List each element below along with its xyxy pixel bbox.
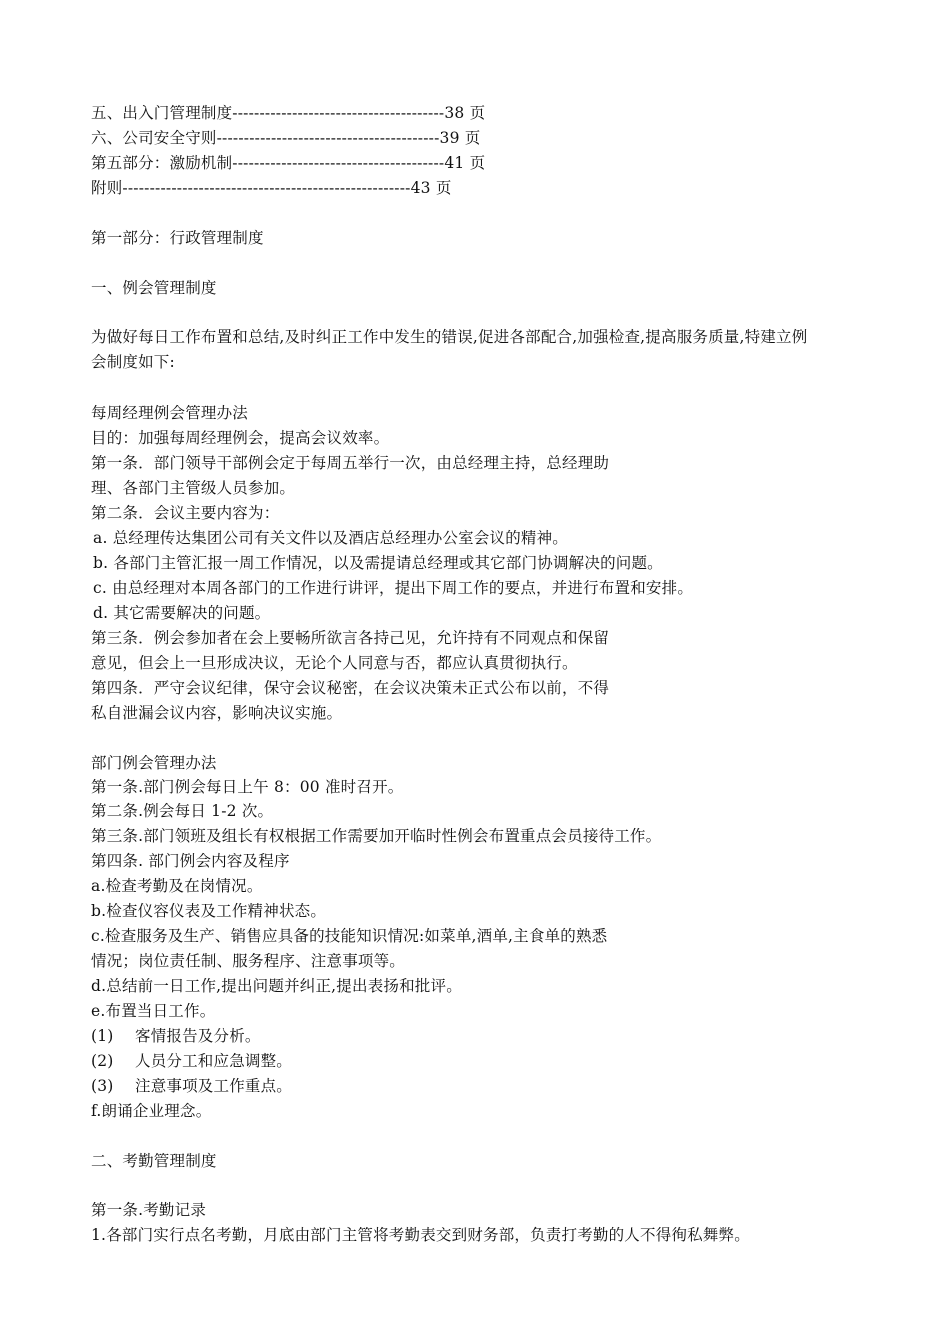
- body-line: 情况；岗位责任制、服务程序、注意事项等。: [91, 952, 406, 970]
- body-line: 第三条.部门领班及组长有权根据工作需要加开临时性例会布置重点会员接待工作。: [91, 827, 662, 845]
- numbered-item: [91, 1076, 292, 1096]
- intro-paragraph-line: 会制度如下:: [91, 353, 175, 371]
- numbered-item: [91, 1051, 292, 1071]
- part-title: 第一部分：行政管理制度: [91, 229, 264, 247]
- item-number: (1): [91, 1027, 114, 1045]
- toc-line: 五、出入门管理制度---------------------------------------38 页: [91, 104, 486, 122]
- list-item: b. 各部门主管汇报一周工作情况，以及需提请总经理或其它部门协调解决的问题。: [93, 554, 663, 572]
- list-item: f.朗诵企业理念。: [91, 1102, 212, 1120]
- intro-paragraph-line: 为做好每日工作布置和总结,及时纠正工作中发生的错误,促进各部配合,加强检查,提高服务质量,特建立例: [91, 328, 808, 346]
- list-item: a.检查考勤及在岗情况。: [91, 877, 263, 895]
- item-text: 人员分工和应急调整。: [135, 1052, 293, 1070]
- body-line: 第四条. 部门例会内容及程序: [91, 852, 290, 870]
- list-item: d.总结前一日工作,提出问题并纠正,提出表扬和批评。: [91, 977, 462, 995]
- subsection-title: 第一条.考勤记录: [91, 1201, 207, 1219]
- toc-line: 第五部分：激励机制---------------------------------------41 页: [91, 154, 486, 172]
- body-line: 第二条.例会每日 1-2 次。: [91, 802, 274, 820]
- body-line: 目的：加强每周经理例会，提高会议效率。: [91, 429, 390, 447]
- item-number: (2): [91, 1052, 114, 1070]
- toc-line: 附则-----------------------------------------------------43 页: [91, 179, 452, 197]
- list-item: e.布置当日工作。: [91, 1002, 216, 1020]
- body-line: 意见，但会上一旦形成决议，无论个人同意与否，都应认真贯彻执行。: [91, 654, 578, 672]
- item-text: 客情报告及分析。: [135, 1027, 261, 1045]
- section-title: 二、考勤管理制度: [91, 1152, 217, 1170]
- list-item: a. 总经理传达集团公司有关文件以及酒店总经理办公室会议的精神。: [93, 529, 568, 547]
- body-line: 第一条．部门领导干部例会定于每周五举行一次，由总经理主持，总经理助: [91, 454, 610, 472]
- item-text: 注意事项及工作重点。: [135, 1077, 293, 1095]
- body-line: 第三条．例会参加者在会上要畅所欲言各持己见，允许持有不同观点和保留: [91, 629, 610, 647]
- subsection-title: 部门例会管理办法: [91, 754, 217, 772]
- list-item: c. 由总经理对本周各部门的工作进行讲评，提出下周工作的要点，并进行布置和安排。: [93, 579, 694, 597]
- numbered-item: [91, 1026, 261, 1046]
- item-number: (3): [91, 1077, 114, 1095]
- list-item: b.检查仪容仪表及工作精神状态。: [91, 902, 327, 920]
- body-line: 第四条．严守会议纪律，保守会议秘密，在会议决策未正式公布以前，不得: [91, 679, 610, 697]
- body-line: 理、各部门主管级人员参加。: [91, 479, 296, 497]
- toc-line: 六、公司安全守则-----------------------------------------39 页: [91, 129, 481, 147]
- list-item: d. 其它需要解决的问题。: [93, 604, 271, 622]
- subsection-title: 每周经理例会管理办法: [91, 404, 249, 422]
- body-line: 第二条．会议主要内容为：: [91, 504, 280, 522]
- body-line: 第一条.部门例会每日上午 8：00 准时召开。: [91, 778, 404, 796]
- body-line: 1.各部门实行点名考勤，月底由部门主管将考勤表交到财务部，负责打考勤的人不得徇私舞弊。: [91, 1226, 750, 1244]
- list-item: c.检查服务及生产、销售应具备的技能知识情况:如菜单,酒单,主食单的熟悉: [91, 927, 608, 945]
- section-title: 一、例会管理制度: [91, 279, 217, 297]
- body-line: 私自泄漏会议内容，影响决议实施。: [91, 704, 343, 722]
